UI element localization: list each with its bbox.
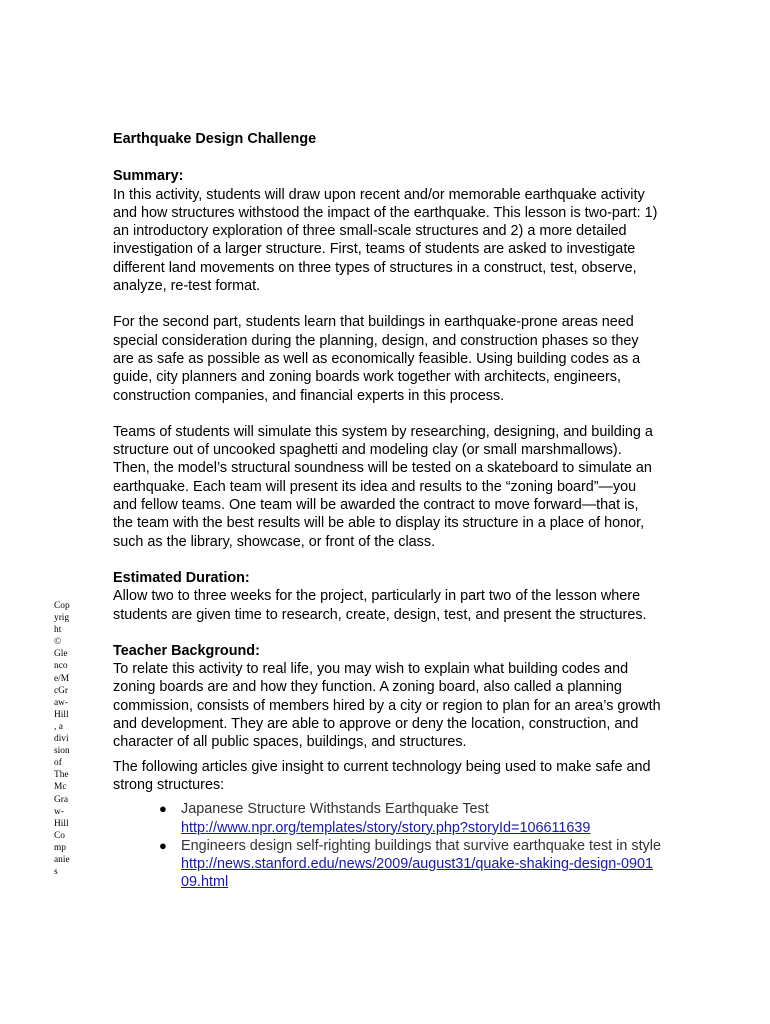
copyright-line: Gle: [54, 649, 68, 660]
articles-list: [113, 800, 661, 891]
summary-heading: Summary:: [113, 168, 184, 185]
copyright-line: nco: [54, 661, 68, 672]
copyright-line: w-: [54, 806, 64, 817]
article-title: Engineers design self-righting buildings that survive earthquake test in style: [181, 837, 661, 854]
list-item: [159, 837, 661, 892]
background-heading: Teacher Background:: [113, 642, 260, 659]
copyright-line: mp: [54, 842, 66, 853]
article-link[interactable]: http://news.stanford.edu/news/2009/august31/quake-shaking-design-090109.html: [181, 856, 654, 891]
article-title: Japanese Structure Withstands Earthquake Test: [181, 801, 489, 818]
bullet-icon: ●: [159, 801, 167, 817]
copyright-line: yrig: [54, 613, 70, 624]
copyright-line: Gra: [54, 794, 69, 805]
document-title: Earthquake Design Challenge: [113, 131, 317, 147]
copyright-line: of: [54, 758, 62, 769]
copyright-line: anie: [54, 854, 70, 865]
copyright-line: Mc: [54, 782, 67, 793]
copyright-line: ht: [54, 625, 62, 636]
copyright-line: Co: [54, 830, 65, 841]
summary-paragraph-1: In this activity, students will draw upon recent and/or memorable earthquake activity and how structures withstood the impact of the earthquake. This lesson is two-part: 1) an introductory exploration of three small-scale structures and 2) a more detailed investigation of a larger structure. First, teams of students are asked to investigate different land movements on three types of structures in a construct, test, observe, analyze, re-test format.: [113, 186, 658, 295]
bullet-icon: ●: [159, 837, 167, 853]
copyright-line: Hill: [54, 709, 69, 720]
copyright-line: , a: [54, 721, 63, 732]
articles-intro: The following articles give insight to current technology being used to make safe and strong structures:: [113, 758, 651, 793]
article-link[interactable]: http://www.npr.org/templates/story/story.php?storyId=106611639: [181, 819, 591, 836]
summary-paragraph-3: Teams of students will simulate this system by researching, designing, and building a structure out of uncooked spaghetti and modeling clay (or small marshmallows). Then, the model’s structural soundness will be tested on a skateboard to simulate an earthquake. Each team will present its idea and results to the “zoning board”—you and fellow teams. One team will be awarded the contract to move forward—that is, the team with the best results will be able to display its structure in a place of honor, such as the library, showcase, or front of the class.: [113, 423, 653, 550]
duration-heading: Estimated Duration:: [113, 569, 250, 586]
copyright-line: ©: [54, 637, 62, 648]
copyright-line: e/M: [54, 673, 70, 684]
copyright-line: aw-: [54, 697, 69, 708]
summary-paragraph-2: For the second part, students learn that buildings in earthquake-prone areas need special consideration during the planning, design, and construction phases so they are as safe as possible as well as economically feasible. Using building codes as a guide, city planners and zoning boards work together with architects, engineers, construction companies, and financial experts in this process.: [113, 314, 641, 404]
duration-paragraph: Allow two to three weeks for the project, particularly in part two of the lesson where students are given time to research, create, design, test, and present the structures.: [113, 588, 647, 623]
copyright-line: The: [54, 770, 69, 781]
copyright-line: Hill: [54, 818, 69, 829]
copyright-line: sion: [54, 746, 70, 757]
copyright-line: cGr: [54, 685, 69, 696]
copyright-line: divi: [54, 734, 69, 745]
document-body: [113, 130, 661, 892]
background-paragraph: To relate this activity to real life, you may wish to explain what building codes and zoning boards are and how they function. A zoning board, also called a planning commission, consists of members hired by a city or region to plan for an area’s growth and development. They are able to approve or deny the location, construction, and character of all public spaces, buildings, and structures.: [113, 661, 661, 751]
copyright-line: Cop: [54, 601, 70, 611]
copyright-sidebar: [54, 600, 76, 878]
copyright-line: s: [54, 867, 58, 878]
list-item: [159, 800, 661, 837]
